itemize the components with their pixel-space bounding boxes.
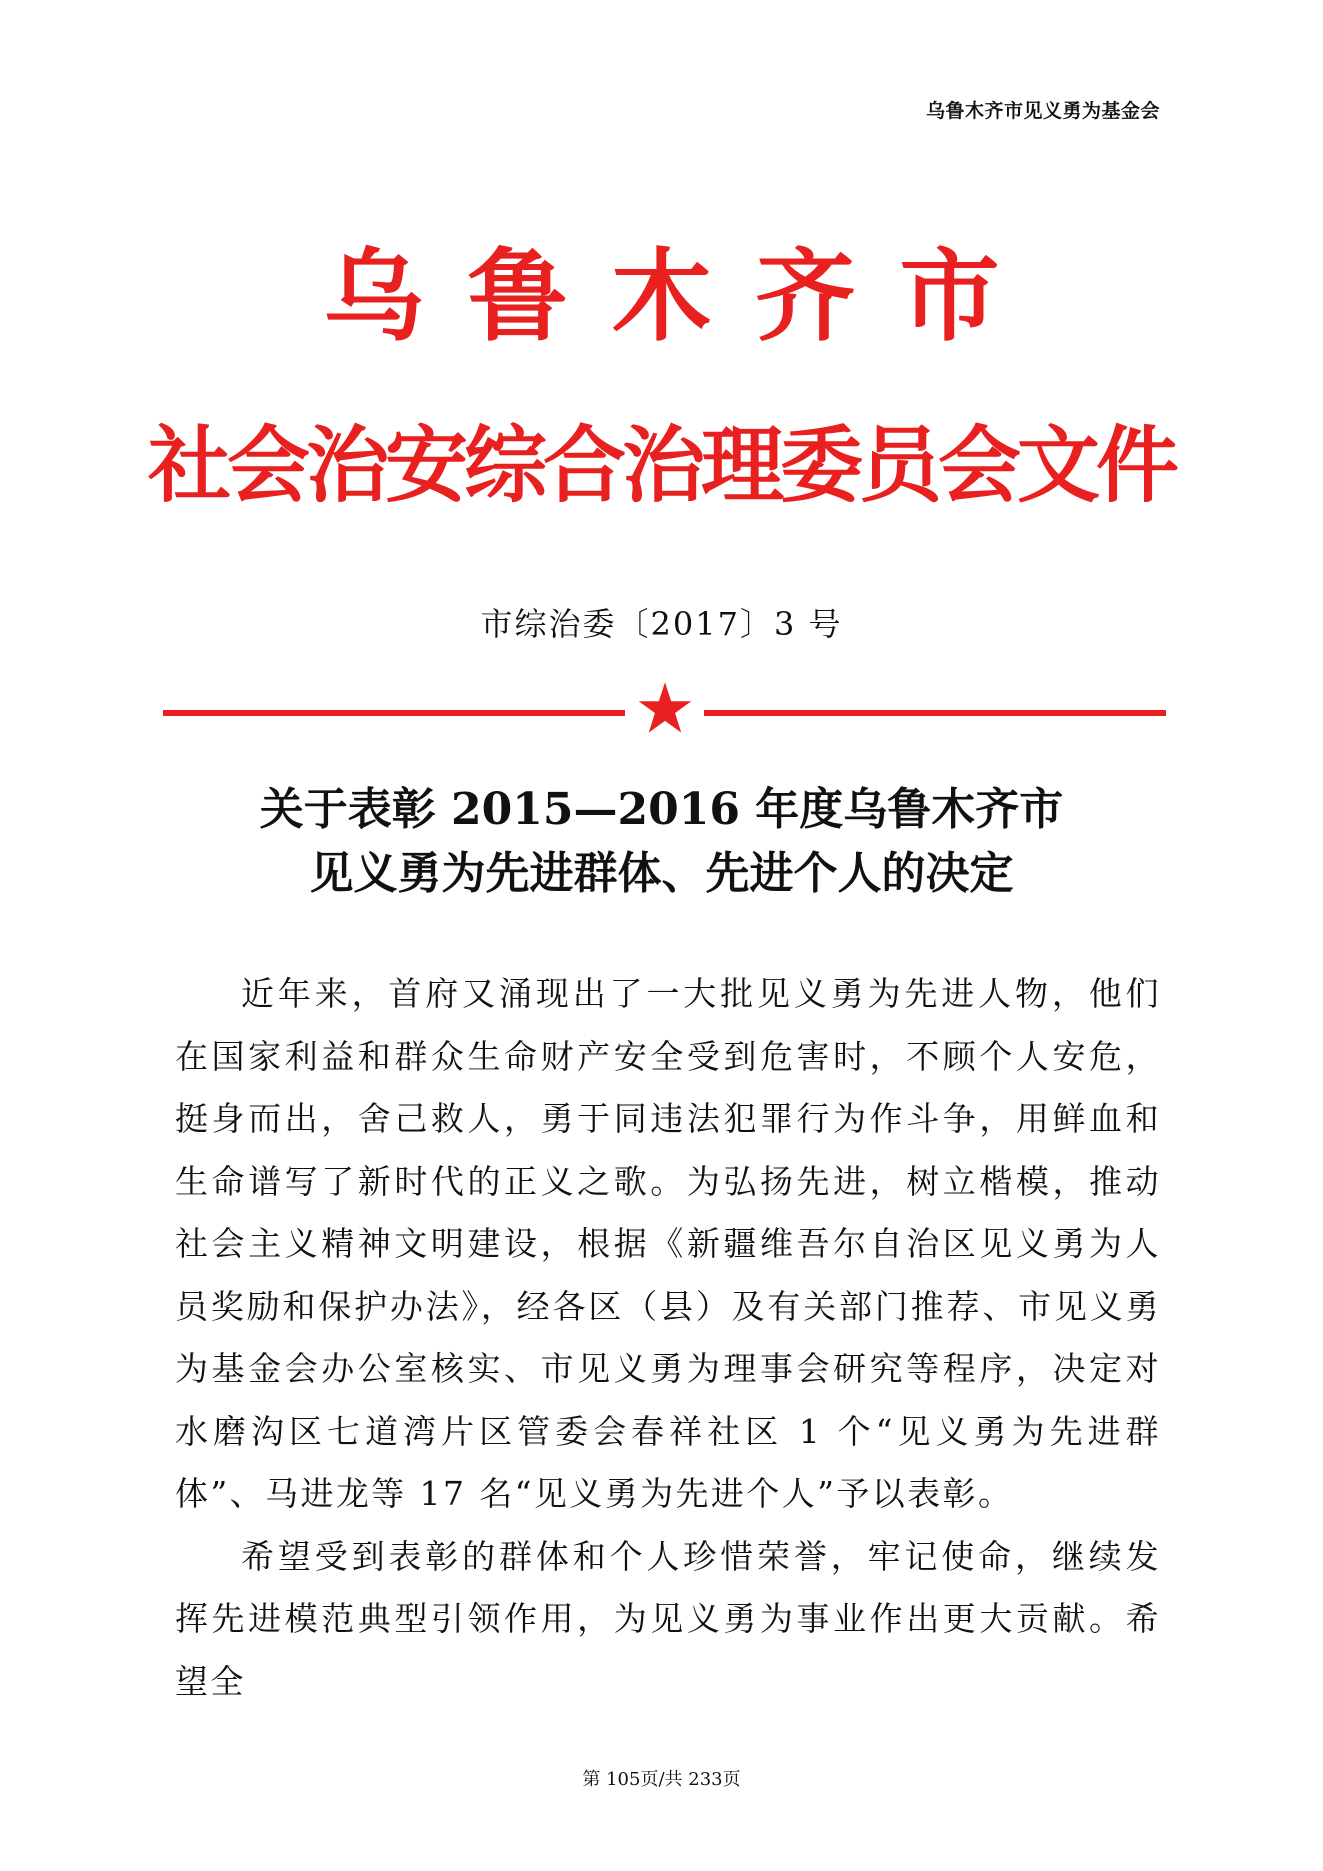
header-organization: 乌鲁木齐市见义勇为基金会 [925, 100, 1160, 122]
red-divider-right [704, 710, 1166, 716]
title-line2: 见义勇为先进群体、先进个人的决定 [309, 848, 1014, 899]
body-paragraph: 希望受到表彰的群体和个人珍惜荣誉，牢记使命，继续发挥先进模范典型引领作用，为见义勇为事业作出更大贡献。希望全 [175, 1536, 1161, 1701]
body-paragraph: 近年来，首府又涌现出了一大批见义勇为先进人物，他们在国家利益和群众生命财产安全受到危害时，不顾个人安危，挺身而出，舍己救人，勇于同违法犯罪行为作斗争，用鲜血和生命谱写了新时代的正义之歌。为弘扬先进，树立楷模，推动社会主义精神文明建设，根据《新疆维吾尔自治区见义勇为人员奖励和保护办法》，经各区（县）及有关部门推荐、市见义勇为基金会办公室核实、市见义勇为理事会研究等程序，决定对水磨沟区七道湾片区管委会春祥社区 1 个“见义勇为先进群体”、马进龙等 17 名“见义勇为先进个人”予以表彰。 [175, 974, 1161, 1513]
body-text [175, 963, 1161, 1713]
star-icon [637, 680, 693, 736]
document-number: 市综治委〔2017〕3 号 [480, 605, 843, 643]
title-line1: 关于表彰 2015—2016 年度乌鲁木齐市 [259, 784, 1064, 835]
document-title [0, 778, 1323, 906]
red-divider-left [163, 710, 625, 716]
letterhead-line2: 社会治安综合治理委员会文件 [148, 417, 1175, 514]
letterhead-line1: 乌鲁木齐市 [323, 238, 1044, 355]
page-number: 第 105页/共 233页 [582, 1769, 741, 1790]
